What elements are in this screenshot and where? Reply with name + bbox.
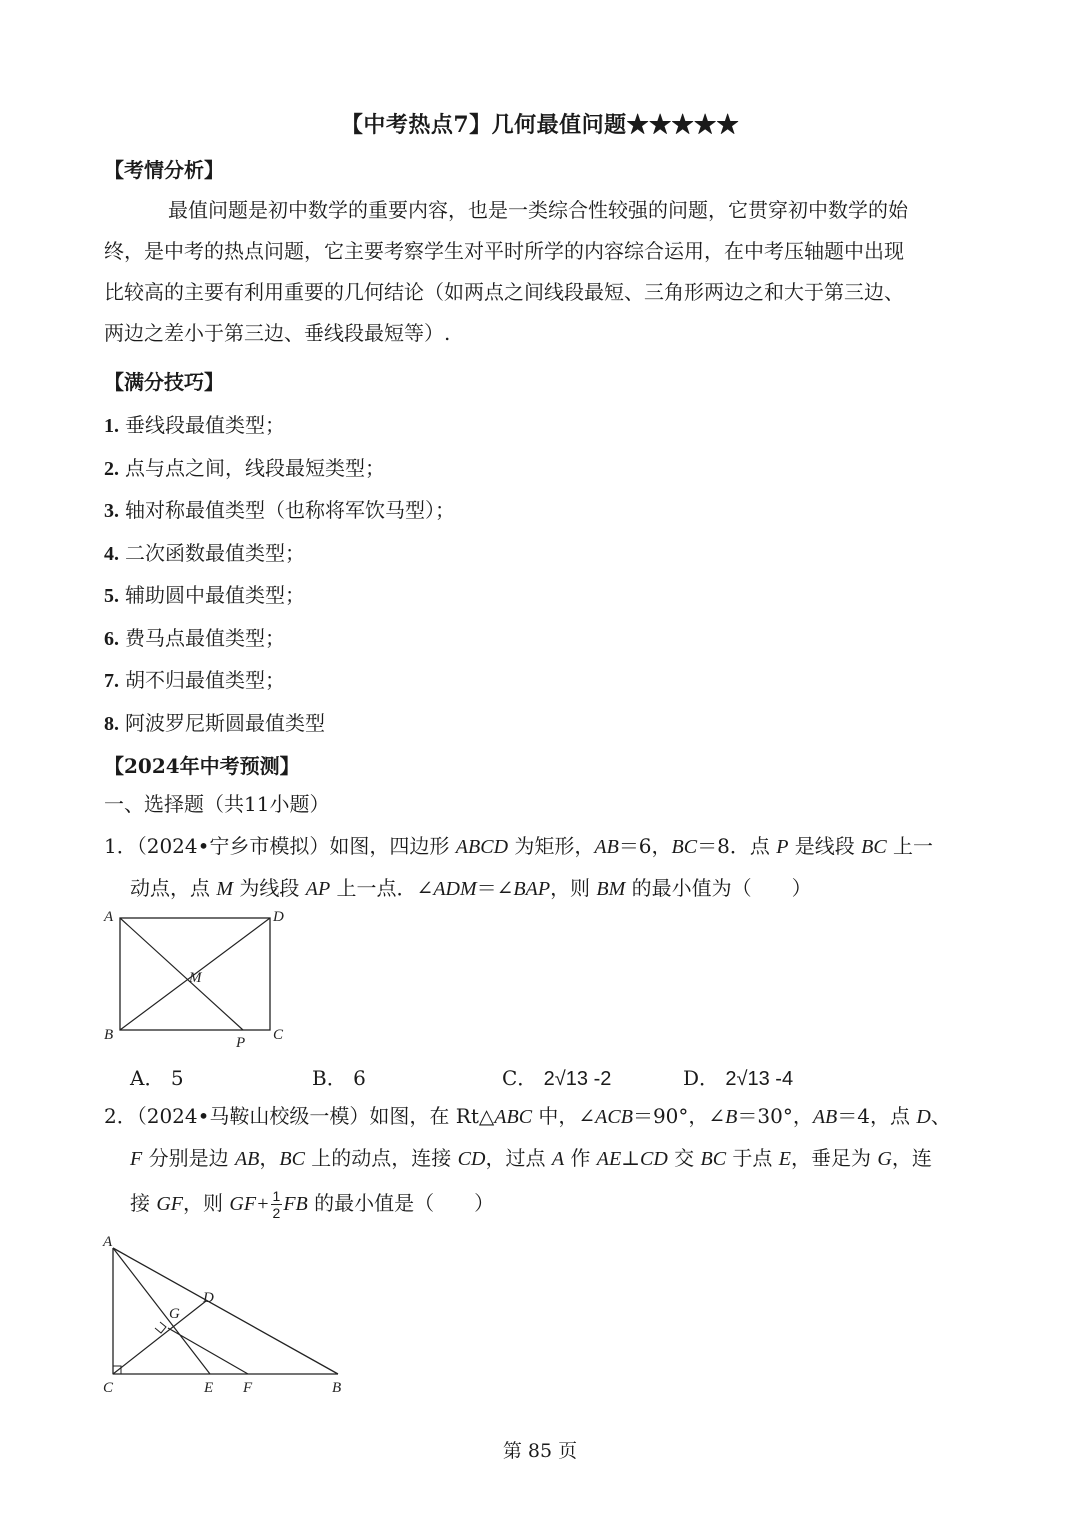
- segment-ae: [113, 1248, 210, 1374]
- analysis-line-4: 两边之差小于第三边、垂线段最短等）.: [104, 321, 451, 345]
- label-c: C: [103, 1380, 114, 1396]
- tip-item: 2. 点与点之间，线段最短类型；: [104, 456, 385, 480]
- tips-heading: 【满分技巧】: [104, 370, 224, 394]
- tip-item: 3. 轴对称最值类型（也称将军饮马型）；: [104, 498, 455, 522]
- q1-option-d[interactable]: D． 2√13 -4: [683, 1066, 794, 1090]
- segment-gf: [168, 1328, 248, 1374]
- label-p: P: [236, 1035, 246, 1051]
- forecast-heading: 【2024年中考预测】: [104, 754, 300, 778]
- segment-ap: [120, 918, 243, 1030]
- right-angle-g: [155, 1322, 166, 1333]
- label-m: M: [189, 970, 202, 986]
- part-heading: 一、选择题（共11小题）: [104, 792, 330, 816]
- label-a: A: [104, 909, 114, 925]
- q1-line-2: 动点，点 M 为线段 AP 上一点．∠ADM＝∠BAP，则 BM 的最小值为（ ）: [130, 876, 812, 900]
- label-c: C: [273, 1027, 284, 1043]
- fraction-one-half: $\frac{1}{2}$: [272, 1188, 281, 1221]
- q1-option-c[interactable]: C． 2√13 -2: [502, 1066, 612, 1090]
- tip-item: 1. 垂线段最值类型；: [104, 413, 285, 437]
- label-b: B: [332, 1380, 342, 1396]
- analysis-line-2: 终，是中考的热点问题，它主要考察学生对平时所学的内容综合运用，在中考压轴题中出现: [104, 239, 904, 263]
- q1-line-1: 1．（2024•宁乡市模拟）如图，四边形 ABCD 为矩形，AB＝6，BC＝8．点 P 是线段 BC 上一: [104, 834, 934, 858]
- q1-figure: [98, 905, 298, 1055]
- label-d: D: [203, 1290, 214, 1306]
- tip-item: 4. 二次函数最值类型；: [104, 541, 305, 565]
- analysis-line-3: 比较高的主要有利用重要的几何结论（如两点之间线段最短、三角形两边之和大于第三边、: [104, 280, 904, 304]
- label-g: G: [169, 1306, 180, 1322]
- label-d: D: [273, 909, 284, 925]
- label-b: B: [104, 1027, 114, 1043]
- analysis-line-1: 最值问题是初中数学的重要内容，也是一类综合性较强的问题，它贯穿初中数学的始: [168, 198, 908, 222]
- page-title: 【中考热点7】几何最值问题★★★★★: [340, 112, 740, 138]
- label-f: F: [243, 1380, 253, 1396]
- label-e: E: [204, 1380, 214, 1396]
- segment-cd: [113, 1301, 206, 1374]
- label-a: A: [103, 1234, 113, 1250]
- tip-item: 5. 辅助圆中最值类型；: [104, 583, 305, 607]
- tip-item: 7. 胡不归最值类型；: [104, 668, 285, 692]
- q2-line-1: 2．（2024•马鞍山校级一模）如图，在 Rt△ABC 中，∠ACB＝90°，∠B＝30°，AB＝4，点 D、: [104, 1104, 951, 1128]
- page-number: 第 85 页: [502, 1440, 578, 1462]
- q2-line-2: F 分别是边 AB，BC 上的动点，连接 CD，过点 A 作 AE⊥CD 交 BC 于点 E，垂足为 G，连: [130, 1146, 932, 1170]
- q1-option-a[interactable]: A． 5: [130, 1066, 184, 1090]
- segment-ab: [113, 1248, 338, 1374]
- analysis-heading: 【考情分析】: [104, 158, 224, 182]
- q1-option-b[interactable]: B． 6: [312, 1066, 366, 1090]
- tip-item: 8. 阿波罗尼斯圆最值类型: [104, 711, 325, 735]
- q2-figure: [96, 1232, 356, 1402]
- tip-item: 6. 费马点最值类型；: [104, 626, 285, 650]
- q2-line-3: 接 GF，则 GF+ $\frac{1}{2}$ FB 的最小值是（ ）: [130, 1188, 495, 1221]
